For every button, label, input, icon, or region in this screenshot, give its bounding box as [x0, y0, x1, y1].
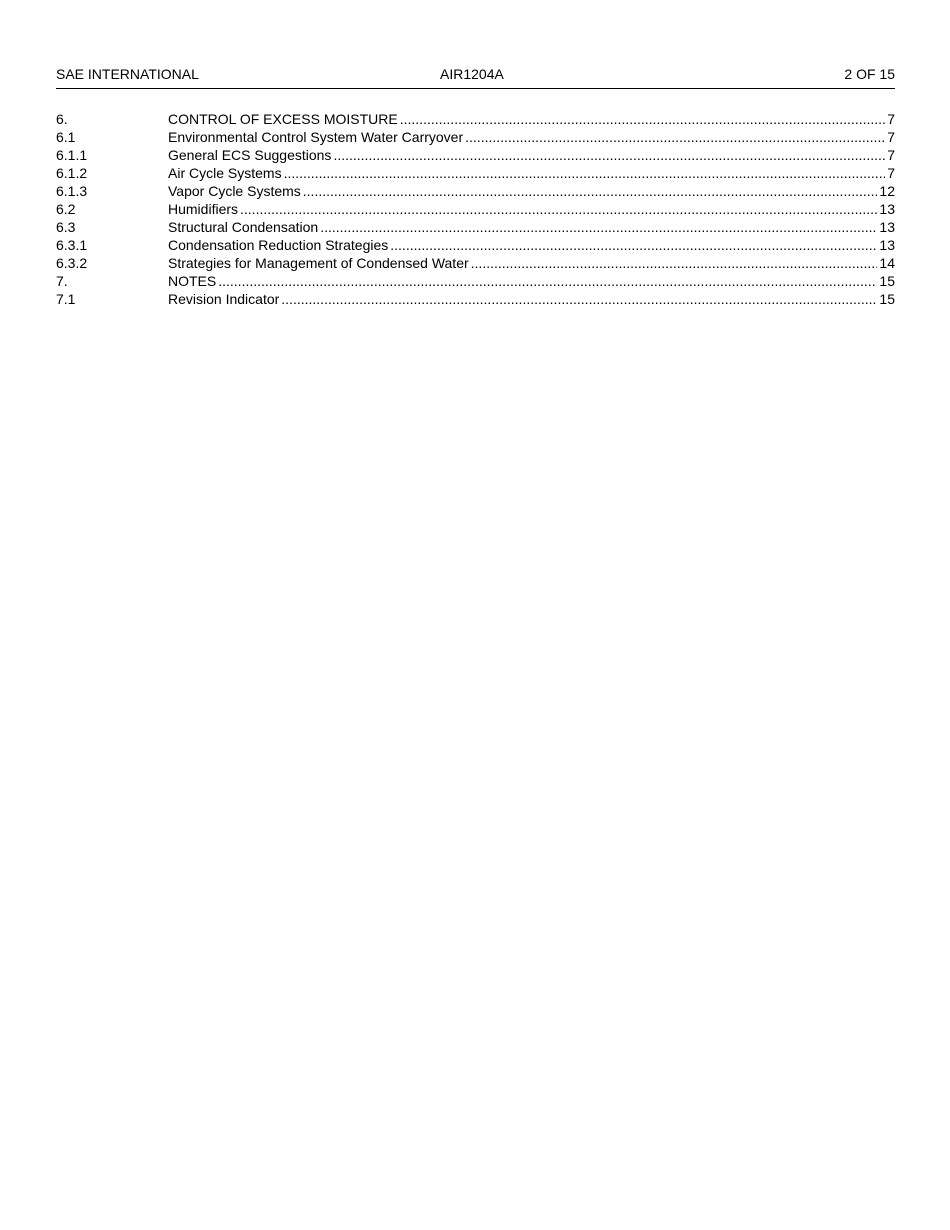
toc-title: Condensation Reduction Strategies	[168, 237, 389, 253]
toc-number: 6.2	[56, 201, 76, 217]
toc-entry	[168, 182, 895, 200]
toc-title: NOTES	[168, 273, 217, 289]
toc-page: 13	[879, 201, 895, 217]
toc-leader-dots	[240, 200, 877, 218]
toc-page: 7	[887, 129, 895, 145]
toc-number: 6.1.1	[56, 147, 88, 163]
toc-page: 12	[879, 183, 895, 199]
toc-row	[56, 200, 895, 218]
toc-title: Humidifiers	[168, 201, 239, 217]
toc-leader-dots	[281, 290, 877, 308]
toc-title: CONTROL OF EXCESS MOISTURE	[168, 111, 398, 127]
page-header	[56, 66, 895, 89]
toc-number: 7.1	[56, 291, 76, 307]
toc-entry	[168, 128, 895, 146]
toc-title: Strategies for Management of Condensed Water	[168, 255, 469, 271]
toc-number: 6.	[56, 111, 68, 127]
toc-row	[56, 182, 895, 200]
toc-title: Vapor Cycle Systems	[168, 183, 301, 199]
toc-title: Environmental Control System Water Carryover	[168, 129, 464, 145]
toc-title: Revision Indicator	[168, 291, 280, 307]
toc-row	[56, 110, 895, 128]
toc-entry	[168, 164, 895, 182]
toc-row	[56, 236, 895, 254]
toc-number: 6.1	[56, 129, 76, 145]
toc-entry	[168, 290, 895, 308]
toc-number: 7.	[56, 273, 68, 289]
toc-title: Structural Condensation	[168, 219, 319, 235]
toc-number: 6.1.3	[56, 183, 88, 199]
toc-entry	[168, 218, 895, 236]
toc-number: 6.3	[56, 219, 76, 235]
toc-number: 6.3.1	[56, 237, 88, 253]
toc-leader-dots	[400, 110, 885, 128]
toc-entry	[168, 272, 895, 290]
toc-row	[56, 272, 895, 290]
toc-leader-dots	[471, 254, 878, 272]
table-of-contents	[56, 110, 895, 308]
toc-entry	[168, 200, 895, 218]
toc-row	[56, 164, 895, 182]
toc-page: 15	[879, 291, 895, 307]
toc-title: General ECS Suggestions	[168, 147, 332, 163]
toc-number: 6.3.2	[56, 255, 88, 271]
toc-page: 7	[887, 111, 895, 127]
toc-title: Air Cycle Systems	[168, 165, 282, 181]
toc-leader-dots	[390, 236, 877, 254]
toc-entry	[168, 236, 895, 254]
toc-page: 13	[879, 237, 895, 253]
header-document-id: AIR1204A	[440, 66, 504, 82]
toc-row	[56, 254, 895, 272]
toc-leader-dots	[218, 272, 877, 290]
toc-page: 14	[879, 255, 895, 271]
toc-row	[56, 128, 895, 146]
toc-row	[56, 290, 895, 308]
toc-leader-dots	[320, 218, 877, 236]
toc-page: 13	[879, 219, 895, 235]
header-organization: SAE INTERNATIONAL	[56, 66, 199, 82]
toc-page: 15	[879, 273, 895, 289]
toc-leader-dots	[333, 146, 885, 164]
toc-page: 7	[887, 165, 895, 181]
toc-row	[56, 146, 895, 164]
toc-number: 6.1.2	[56, 165, 88, 181]
header-page-number: 2 OF 15	[844, 66, 895, 82]
toc-row	[56, 218, 895, 236]
toc-entry	[168, 146, 895, 164]
toc-entry	[168, 254, 895, 272]
toc-leader-dots	[284, 164, 886, 182]
toc-leader-dots	[465, 128, 885, 146]
toc-entry	[168, 110, 895, 128]
toc-page: 7	[887, 147, 895, 163]
toc-leader-dots	[303, 182, 878, 200]
